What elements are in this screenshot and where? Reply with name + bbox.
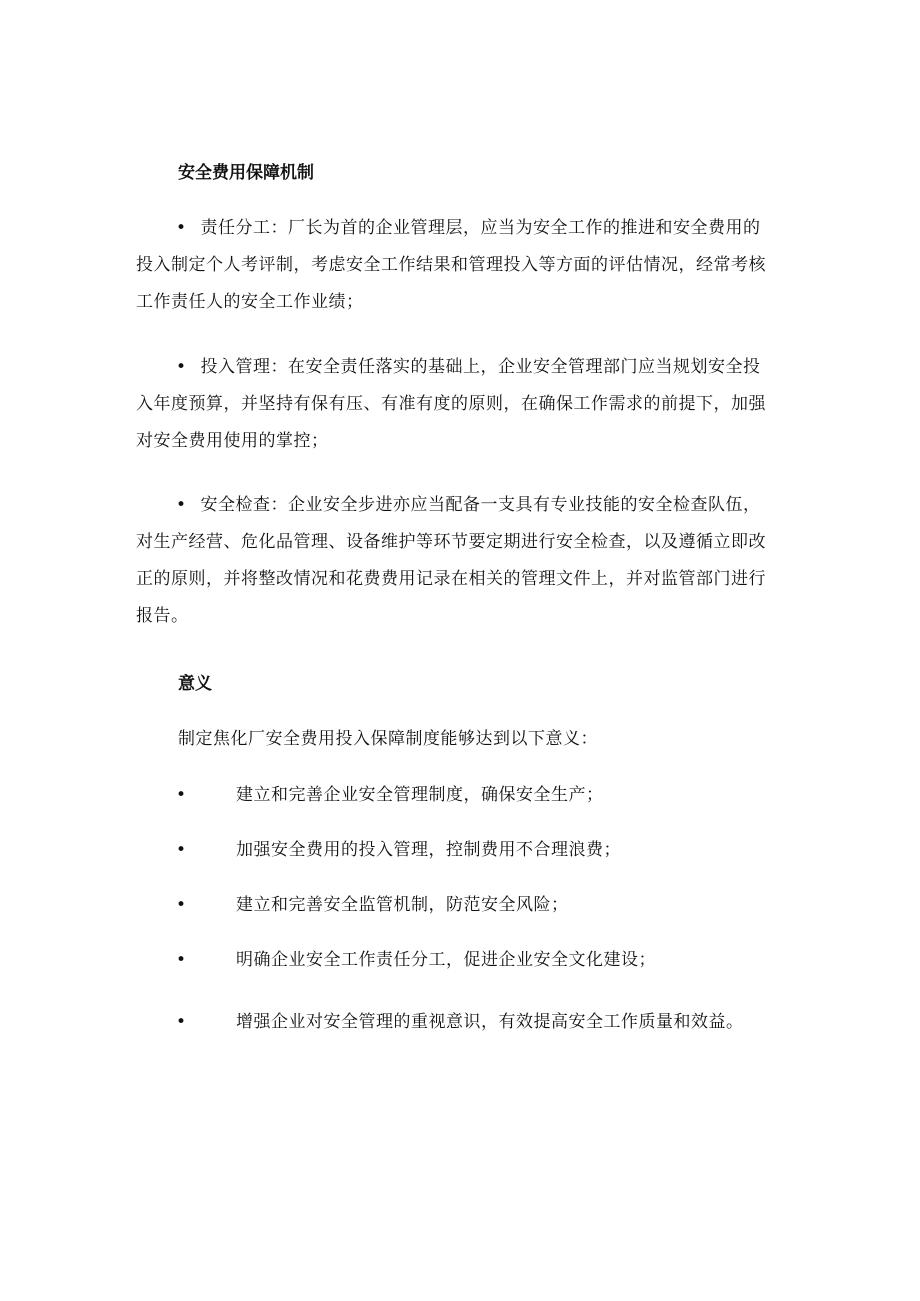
list-item-text: 建立和完善企业安全管理制度，确保安全生产； xyxy=(236,785,604,805)
paragraph-text: 投入管理：在安全责任落实的基础上，企业安全管理部门应当规划安全投入年度预算，并坚持有保有压、有准有度的原则，在确保工作需求的前提下，加强对安全费用使用的掌控； xyxy=(136,357,766,451)
bullet-icon: • xyxy=(176,495,187,515)
paragraph-text: 安全检查：企业安全步进亦应当配备一支具有专业技能的安全检查队伍，对生产经营、危化品管理、设备维护等环节要定期进行安全检查，以及遵循立即改正的原则，并将整改情况和花费费用记录在相关的管理文件上，并对监管部门进行报告。 xyxy=(136,495,766,626)
significance-intro: 制定焦化厂安全费用投入保障制度能够达到以下意义： xyxy=(178,729,598,749)
list-item-text: 增强企业对安全管理的重视意识，有效提高安全工作质量和效益。 xyxy=(236,1012,744,1032)
bullet-icon: • xyxy=(176,840,187,860)
paragraph-text: 责任分工：厂长为首的企业管理层，应当为安全工作的推进和安全费用的投入制定个人考评制，考虑安全工作结果和管理投入等方面的评估情况，经常考核工作责任人的安全工作业绩； xyxy=(136,218,766,312)
list-item-text: 建立和完善安全监管机制，防范安全风险； xyxy=(236,895,569,915)
bullet-icon: • xyxy=(176,218,187,238)
section-heading-safety-funding: 安全费用保障机制 xyxy=(178,163,314,183)
paragraph-responsibility xyxy=(136,210,776,321)
bullet-icon: • xyxy=(176,950,187,970)
bullet-icon: • xyxy=(176,357,187,377)
bullet-icon: • xyxy=(176,1012,187,1032)
list-item-text: 加强安全费用的投入管理，控制费用不合理浪费； xyxy=(236,840,621,860)
bullet-icon: • xyxy=(176,785,187,805)
bullet-icon: • xyxy=(176,895,187,915)
list-item-text: 明确企业安全工作责任分工，促进企业安全文化建设； xyxy=(236,950,656,970)
section-heading-significance: 意义 xyxy=(178,674,212,694)
paragraph-investment xyxy=(136,349,776,460)
paragraph-inspection xyxy=(136,487,776,635)
